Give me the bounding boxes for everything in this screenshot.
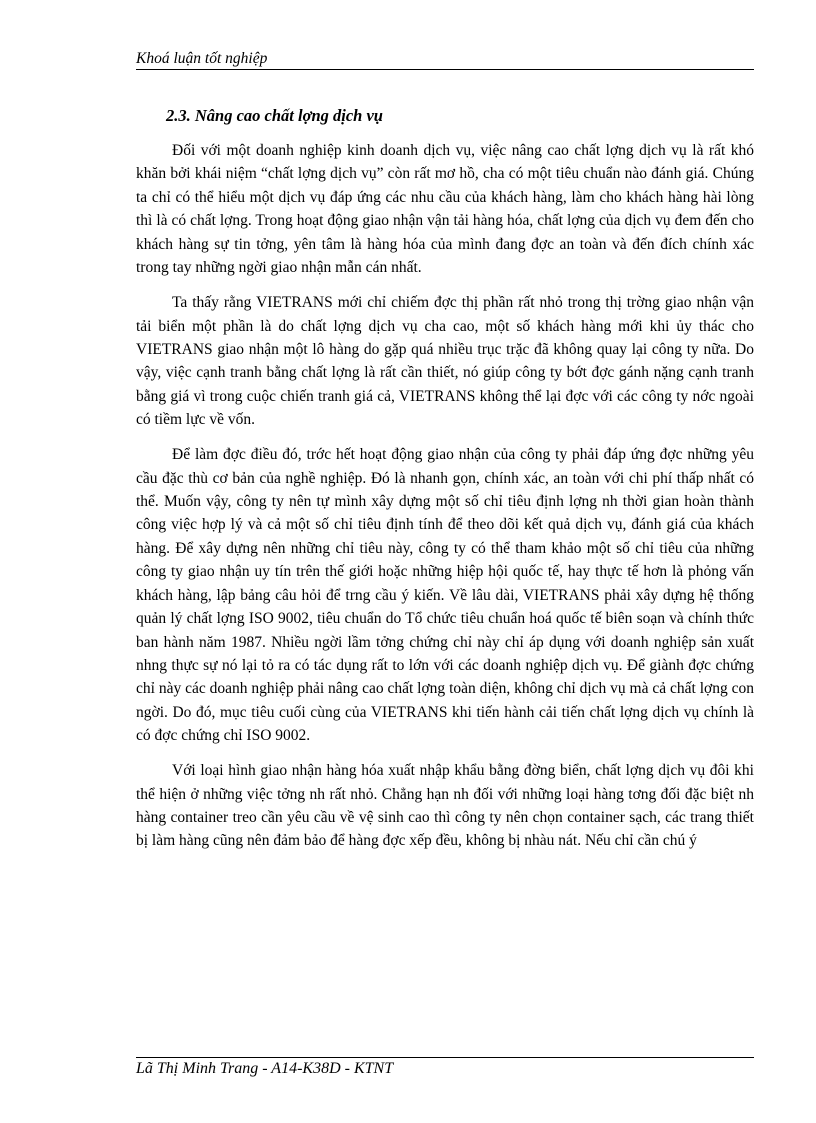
paragraph-1: Đối với một doanh nghiệp kinh doanh dịch vụ, việc nâng cao chất lợng dịch vụ là rất khó khăn bởi khái niệm “chất lợng dịch vụ” còn rất mơ hồ, cha có một tiêu chuẩn nào đánh giá. Chúng ta chỉ có thể hiểu một dịch vụ đáp ứng các nhu cầu của khách hàng, làm cho khách hàng hài lòng thì là có chất lợng. Trong hoạt động giao nhận vận tải hàng hóa, chất lợng của dịch vụ đem đến cho khách hàng sự tin tởng, yên tâm là hàng hóa của mình đang đợc an toàn và đến đích chính xác trong tay những ngời giao nhận mẫn cán nhất. xyxy=(136,142,754,277)
section-title: 2.3. Nâng cao chất lợng dịch vụ xyxy=(166,106,383,125)
footer-divider xyxy=(136,1057,754,1058)
page-header: Khoá luận tốt nghiệp xyxy=(136,50,754,70)
paragraph-2: Ta thấy rằng VIETRANS mới chỉ chiếm đợc thị phần rất nhỏ trong thị trờng giao nhận vận tải biển một phần là do chất lợng dịch vụ cha cao, một số khách hàng mới khi ủy thác cho VIETRANS giao nhận một lô hàng do gặp quá nhiều trục trặc đã không quay lại công ty nữa. Do vậy, việc cạnh tranh bằng chất lợng là rất cần thiết, nó giúp công ty bớt đợc gánh nặng cạnh tranh bằng giá vì trong cuộc chiến tranh giá cả, VIETRANS không thể lại đợc với các công ty nớc ngoài có tiềm lực về vốn. xyxy=(136,294,754,429)
paragraph-3: Để làm đợc điều đó, trớc hết hoạt động giao nhận của công ty phải đáp ứng đợc những yêu cầu đặc thù cơ bản của nghề nghiệp. Đó là nhanh gọn, chính xác, an toàn với chi phí thấp nhất có thể. Muốn vậy, công ty nên tự mình xây dựng một số chỉ tiêu định lợng nh thời gian hoàn thành công việc hợp lý và cả một số chỉ tiêu định tính để theo dõi kết quả dịch vụ, đánh giá của khách hàng. Để xây dựng nên những chỉ tiêu này, công ty có thể tham khảo một số chỉ tiêu của những công ty giao nhận uy tín trên thế giới hoặc những hiệp hội quốc tế, hay thực tế hơn là phỏng vấn khách hàng, lập bảng câu hỏi để trng cầu ý kiến. Về lâu dài, VIETRANS phải xây dựng hệ thống quản lý chất lợng ISO 9002, tiêu chuẩn do Tổ chức tiêu chuẩn hoá quốc tế biên soạn và chính thức ban hành năm 1987. Nhiều ngời lầm tởng chứng chỉ này chỉ áp dụng với doanh nghiệp sản xuất nhng thực sự nó lại tỏ ra có tác dụng rất to lớn với các doanh nghiệp dịch vụ. Để giành đợc chứng chỉ này các doanh nghiệp phải nâng cao chất lợng toàn diện, không chỉ dịch vụ mà cả chất lợng con ngời. Do đó, mục tiêu cuối cùng của VIETRANS khi tiến hành cải tiến chất lợng dịch vụ chính là có đợc chứng chỉ ISO 9002. xyxy=(136,446,754,745)
body-text xyxy=(136,139,754,865)
page-footer: Lã Thị Minh Trang - A14-K38D - KTNT xyxy=(136,1060,394,1077)
paragraph-4: Với loại hình giao nhận hàng hóa xuất nhập khẩu bằng đờng biển, chất lợng dịch vụ đôi khi thể hiện ở những việc tởng nh rất nhỏ. Chẳng hạn nh đối với những loại hàng tơng đối đặc biệt nh hàng container treo cần yêu cầu về vệ sinh cao thì công ty nên chọn container sạch, các trang thiết bị làm hàng cũng nên đảm bảo để hàng đợc xếp đều, không bị nhàu nát. Nếu chỉ cần chú ý xyxy=(136,762,754,850)
